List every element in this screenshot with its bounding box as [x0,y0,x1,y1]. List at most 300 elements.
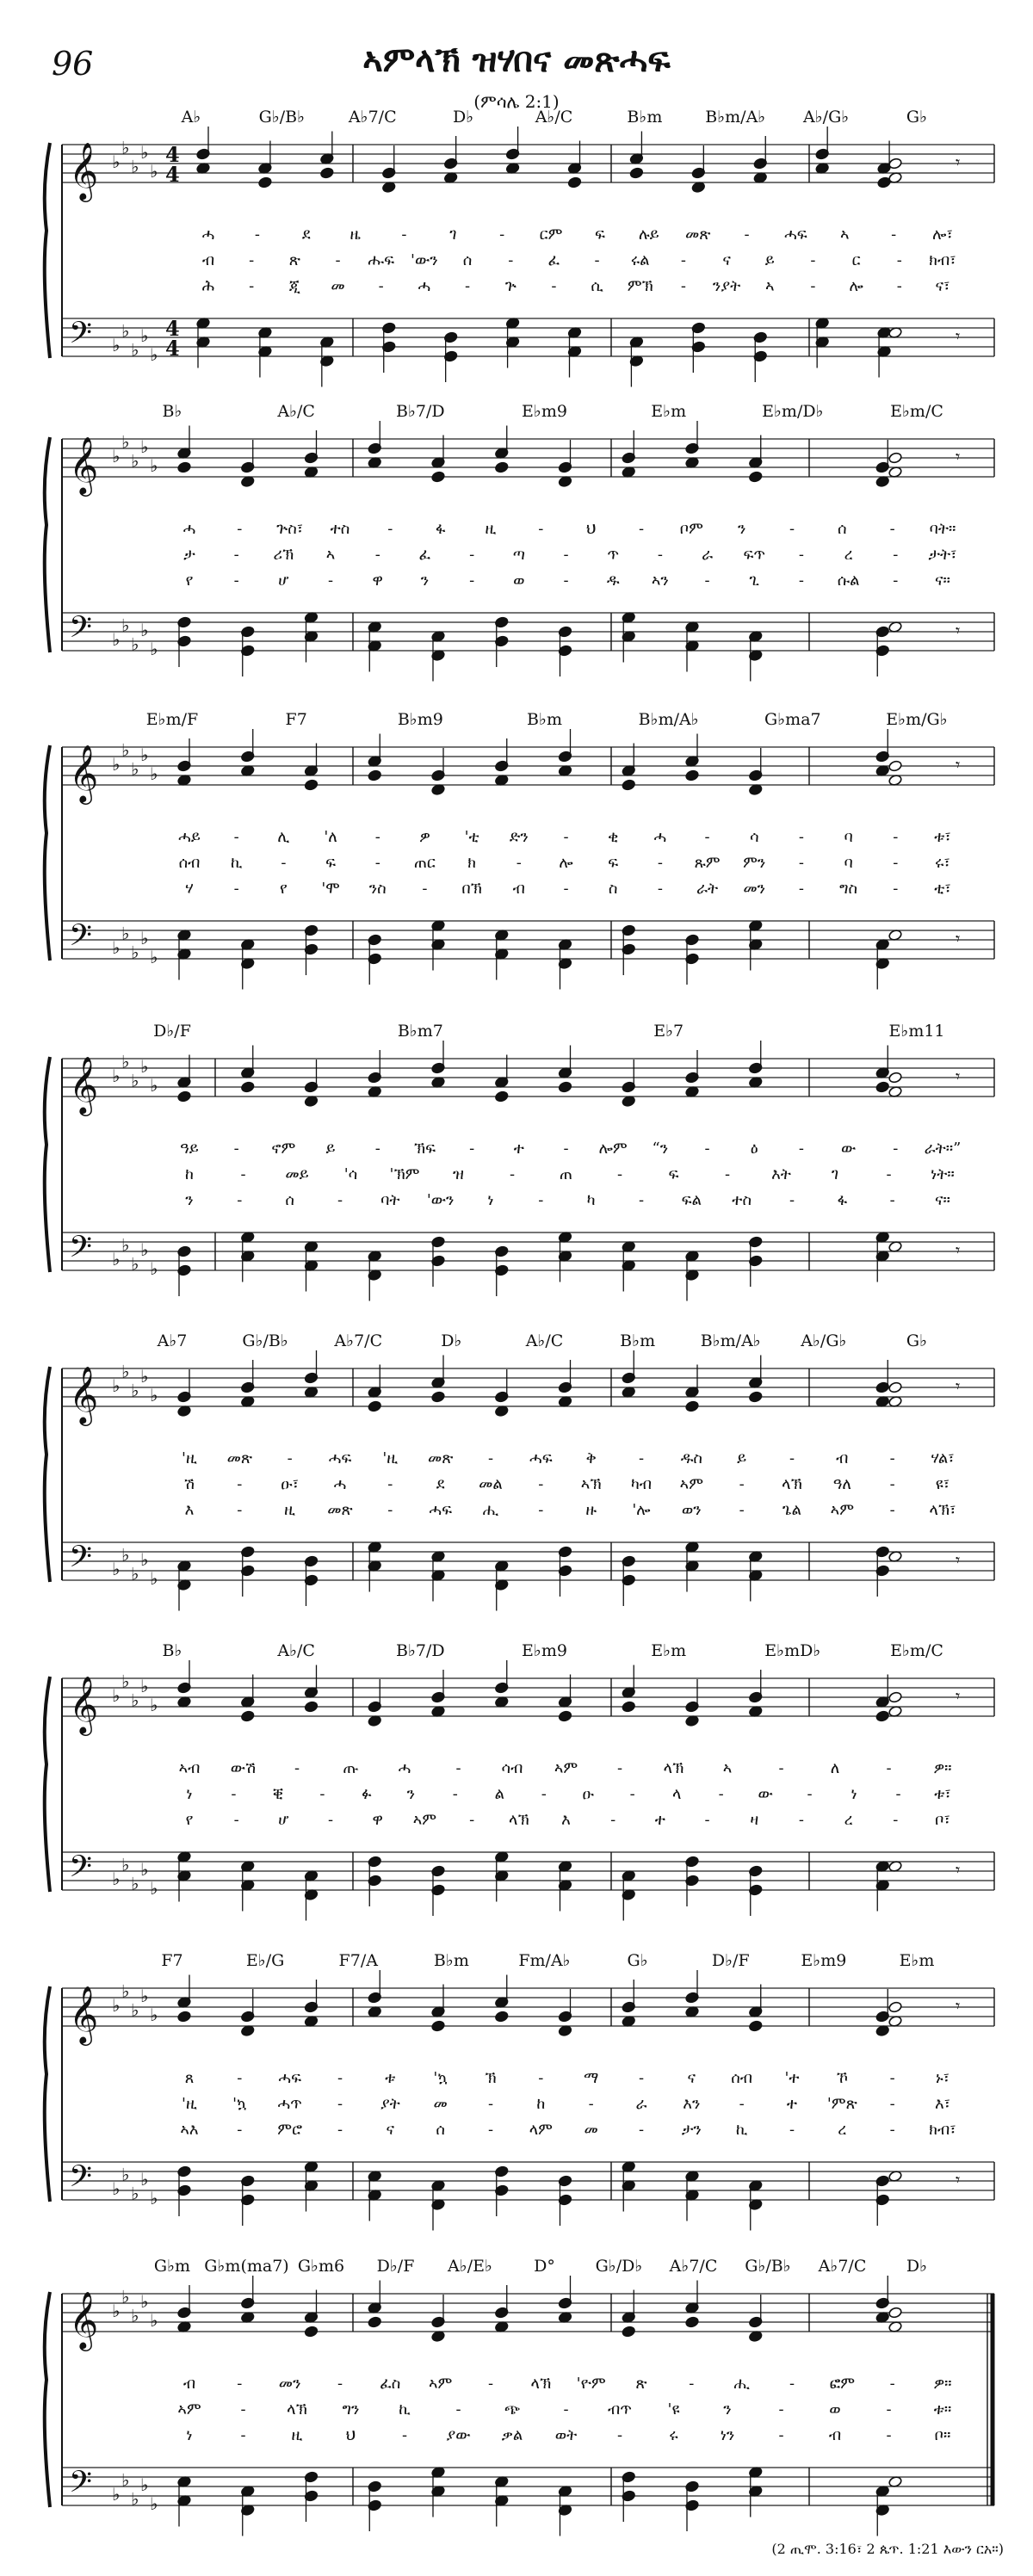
lyric-syllable: - [233,828,239,846]
lyric-syllable: እ [184,1501,195,1519]
lyric-syllable: - [337,2095,343,2113]
lyric-syllable: - [563,2400,569,2418]
lyric-syllable: - [452,1785,458,1803]
treble-half-note [888,1072,903,1084]
bass-clef-icon: 𝄢 [69,917,93,960]
chord-symbol: E♭mD♭ [764,1641,821,1660]
lyric-syllable: - [508,251,514,269]
chord-symbol: G♭m6 [297,2257,345,2276]
lyric-syllable: - [889,2095,895,2113]
lyric-syllable: - [588,2095,594,2113]
lyric-syllable: ፈ [547,251,560,269]
lyric-syllable: ቦም [679,520,703,538]
lyric-syllable: ራ [702,546,714,564]
treble-key-flat: ♭ [131,1690,139,1711]
lyric-syllable: - [638,520,645,538]
lyric-syllable: - [233,571,239,590]
lyric-syllable: ንያት [712,277,741,295]
lyric-syllable: - [401,225,407,244]
lyric-syllable: ተ [786,2095,798,2113]
chord-symbol: E♭m9 [801,1951,847,1970]
chord-symbol: F7/A [338,1951,378,1970]
system-4 [45,1022,994,1301]
lyric-syllable: - [798,571,804,590]
lyric-syllable: - [704,571,710,590]
lyric-syllable: ፋ [837,1191,848,1209]
chord-symbol: D♭ [453,108,474,127]
lyric-syllable: - [487,2121,494,2139]
lyric-syllable: ኾ [836,2069,848,2087]
treble-key-flat: ♭ [150,763,158,784]
lyric-syllable: - [240,1165,246,1183]
lyric-syllable: ብጥ [608,2400,632,2418]
bass-key-flat: ♭ [150,1258,158,1279]
lyric-syllable: 'ዚ [382,1449,399,1467]
lyric-syllable: ኑ፣ [935,2069,950,2087]
treble-key-flat: ♭ [121,431,130,453]
chord-symbol: E♭m/C [890,402,943,421]
lyric-syllable: ኣ [325,546,336,564]
treble-note-head [685,769,700,781]
chord-symbol: A♭7/C [334,1331,383,1350]
chord-symbol: B♭m [627,108,663,127]
lyric-syllable: - [744,225,750,244]
lyric-syllable: - [889,2375,895,2393]
treble-key-flat: ♭ [140,1986,149,2006]
lyric-syllable: ሆ [278,1811,289,1829]
chord-symbol: B♭ [162,402,182,421]
treble-note-head [875,1081,890,1093]
bass-clef-icon: 𝄢 [69,1229,93,1271]
lyric-syllable: ራ [635,2095,647,2113]
lyric-syllable: ረ [844,546,853,564]
treble-note-head [567,176,582,188]
lyric-syllable: - [469,546,475,564]
lyric-syllable: ጕ [504,277,516,295]
treble-key-flat: ♭ [140,1056,149,1077]
lyric-syllable: 'ተ [784,2069,800,2087]
treble-key-flat: ♭ [140,1676,149,1696]
bass-key-flat: ♭ [131,2488,139,2510]
lyric-syllable: ይ [737,1449,747,1467]
lyric-syllable: - [893,854,899,872]
lyric-syllable: ቲ፣ [934,880,951,898]
system-brace [45,1986,50,2202]
chord-symbol: B♭m7 [397,1022,443,1041]
lyric-syllable: - [335,251,341,269]
chord-symbol: B♭m9 [397,710,443,729]
lyric-syllable: - [563,1140,569,1158]
lyric-syllable: - [893,1811,899,1829]
chord-symbol: E♭m/F [145,710,199,729]
chord-symbol: A♭7/C [669,2257,718,2276]
lyric-syllable: - [469,571,475,590]
treble-key-flat: ♭ [150,2310,158,2331]
bass-key-flat: ♭ [140,1859,149,1880]
chord-symbol: E♭m [651,1641,687,1660]
lyric-syllable: - [240,2426,246,2444]
lyric-syllable: ሕ [201,277,215,295]
bass-clef-icon: 𝄢 [69,609,93,652]
chord-symbol: F7 [161,1951,183,1970]
treble-key-flat: ♭ [140,1366,149,1387]
lyric-syllable: ነ [186,1785,193,1803]
lyric-syllable: ኣም [554,1759,578,1777]
lyric-syllable: - [889,1501,895,1519]
lyric-syllable: - [455,2400,461,2418]
lyric-syllable: - [889,1475,895,1493]
lyric-syllable: በኽ [461,880,482,898]
lyric-syllable: - [657,546,663,564]
lyric-syllable: - [538,1501,544,1519]
lyric-syllable: ታ [183,546,195,564]
chord-symbol: B♭m [433,1951,469,1970]
chord-symbol: B♭7/D [396,1641,445,1660]
lyric-syllable: - [538,1191,544,1209]
lyric-syllable: - [889,2069,895,2087]
lyric-syllable: ሃ [185,880,194,898]
treble-note-head [622,779,636,791]
treble-note-head [748,1391,763,1403]
lyric-syllable: - [516,854,522,872]
lyric-syllable: ፎም [829,2375,856,2393]
chord-symbol: E♭m [899,1951,935,1970]
treble-half-note [888,452,903,464]
lyric-syllable: ዕ [750,1140,758,1158]
chord-symbol: G♭m(ma7) [204,2257,289,2276]
chord-symbol: A♭ [181,108,201,127]
lyric-syllable: - [254,225,260,244]
lyric-syllable: ው [758,1785,773,1803]
lyric-syllable: 'ዮም [576,2375,606,2393]
bass-key-flat: ♭ [150,947,158,967]
lyric-syllable: - [378,277,384,295]
lyric-syllable: - [680,277,686,295]
treble-note-head [368,2316,382,2328]
lyric-syllable: ረ [844,1811,853,1829]
lyric-syllable: ይ [764,251,775,269]
lyric-syllable: ኣ [839,225,850,244]
lyric-syllable: - [594,251,600,269]
treble-key-flat: ♭ [112,1066,121,1086]
chord-symbol: B♭m/A♭ [700,1331,761,1350]
lyric-syllable: ኣኽ [580,1475,602,1493]
chord-symbol: A♭/G♭ [803,108,850,127]
lyric-syllable: ነ [186,2426,193,2444]
lyric-syllable: - [893,880,899,898]
treble-note-head [304,2326,319,2338]
lyric-syllable: - [807,1785,813,1803]
lyric-syllable: ወ [513,571,525,590]
lyric-syllable: - [886,1759,892,1777]
lyric-syllable: ታን [681,2121,702,2139]
chord-symbol: A♭7/C [348,108,397,127]
treble-key-flat: ♭ [131,156,139,177]
lyric-syllable: ን [406,1785,416,1803]
lyric-syllable: ላኽ [663,1759,684,1777]
bass-key-flat: ♭ [150,1568,158,1589]
treble-note-head [494,461,509,473]
lyric-syllable: ረ [838,2121,847,2139]
treble-key-flat: ♭ [150,2005,158,2025]
lyric-syllable: ፍ [325,854,337,872]
lyric-syllable: - [240,2400,246,2418]
lyric-syllable: - [563,828,569,846]
lyric-syllable: - [469,1140,475,1158]
treble-note-head [258,176,273,188]
lyric-syllable: ኣም [428,2375,453,2393]
bass-key-flat: ♭ [131,339,139,361]
footnote-references: (2 ጢሞ. 3:16፣ 2 ጴጥ. 1:21 እውን ርአ።) [771,2541,1004,2557]
lyric-syllable: መን [278,2375,301,2393]
chord-symbol: E♭m11 [888,1022,945,1041]
chord-symbol: A♭7/C [818,2257,867,2276]
lyric-syllable: ቦ፣ [935,1811,950,1829]
lyric-syllable: ላኽ [508,1811,529,1829]
lyric-syllable: ር [851,251,861,269]
lyric-syllable: 'ኽም [389,1165,420,1183]
lyric-syllable: ጥ [607,546,620,564]
chord-symbol: G♭ [906,1331,928,1350]
chord-symbol: A♭/C [277,1641,315,1660]
lyric-syllable: ው [840,1140,857,1158]
bass-key-flat: ♭ [150,344,158,365]
lyric-syllable: ከ [185,1165,194,1183]
lyric-syllable: ፍ [608,854,619,872]
lyric-syllable: ኣእ [180,2121,199,2139]
lyric-syllable: - [233,1811,239,1829]
chord-symbol: B♭m [620,1331,656,1350]
lyric-syllable: ብ [182,2375,196,2393]
lyric-syllable: ዱ [606,571,620,590]
chord-symbol: B♭m [527,710,562,729]
lyric-syllable: ሰብ [731,2069,753,2087]
treble-note-head [368,1400,382,1412]
lyric-syllable: - [778,1759,784,1777]
lyric-syllable: 'ውን [426,1191,455,1209]
lyric-syllable: - [798,880,804,898]
treble-note-head [685,1400,700,1412]
lyric-syllable: - [798,828,804,846]
bass-key-flat: ♭ [121,1544,130,1566]
lyric-syllable: ጠር [413,854,436,872]
lyric-syllable: ተ [513,1140,524,1158]
lyric-syllable: - [294,1759,300,1777]
lyric-syllable: ዎ [419,828,430,846]
lyric-syllable: - [778,2400,784,2418]
lyric-syllable: ምሮ [277,2121,303,2139]
treble-key-flat: ♭ [121,1361,130,1382]
lyric-syllable: ሎ፣ [932,225,953,244]
lyric-syllable: - [789,2375,795,2393]
lyric-syllable: - [895,1785,901,1803]
lyric-syllable: መ [433,2095,448,2113]
lyric-syllable: ላኽ [530,2375,552,2393]
lyric-syllable: - [538,2069,544,2087]
system-brace [45,143,50,358]
lyric-syllable: - [638,2069,645,2087]
lyric-syllable: ሓ [333,1475,347,1493]
lyric-syllable: መን [743,880,766,898]
lyric-syllable: - [893,546,899,564]
bass-key-flat: ♭ [140,2474,149,2495]
treble-key-flat: ♭ [112,446,121,466]
lyric-syllable: መ [584,2121,598,2139]
chord-symbol: G♭/B♭ [242,1331,288,1350]
system-brace [45,745,50,961]
lyric-syllable: ዑ [582,1785,594,1803]
lyric-syllable: ኣን [651,571,669,590]
lyric-syllable: ያው [446,2426,471,2444]
lyric-syllable: ጡ [343,1759,359,1777]
lyric-syllable: ሓፍ [529,1449,553,1467]
lyric-syllable: - [889,1191,895,1209]
lyric-syllable: ጊ [749,571,760,590]
lyric-syllable: ዚ [485,520,497,538]
time-signature-top: 4 [165,142,180,167]
treble-note-head [304,779,319,791]
treble-note-head [177,2011,192,2023]
lyric-syllable: ኪ [399,2400,411,2418]
lyric-syllable: የ [279,880,288,898]
lyric-syllable: ሰ [838,520,847,538]
treble-key-flat: ♭ [131,2305,139,2326]
treble-note-head [875,1710,890,1722]
treble-key-flat: ♭ [121,1051,130,1072]
lyric-syllable: 'ዚ [182,1449,197,1467]
lyric-syllable: መ [331,277,345,295]
chord-symbol: D♭ [441,1331,462,1350]
lyric-syllable: ሒ [733,2375,750,2393]
lyric-syllable: ኣ [765,277,775,295]
chord-symbol: D♭/F [153,1022,191,1041]
lyric-syllable: ን [723,2400,732,2418]
lyric-syllable: ስ [608,880,618,898]
lyric-syllable: ራት [696,880,719,898]
bass-key-flat: ♭ [140,325,149,346]
chord-symbol: G♭/B♭ [258,108,306,127]
lyric-syllable: - [509,1165,516,1183]
lyric-syllable: - [487,2375,494,2393]
system-5 [45,1331,994,1611]
lyric-syllable: ክ [467,854,476,872]
chord-symbol: D° [534,2257,555,2276]
lyric-syllable: - [563,571,569,590]
bass-key-flat: ♭ [112,1559,121,1579]
lyric-syllable: ሓፍ [429,1501,452,1519]
lyric-syllable: ቱ [385,2069,396,2087]
chord-symbol: E♭7 [653,1022,684,1041]
lyric-syllable: - [374,854,380,872]
lyric-syllable: - [237,2069,243,2087]
eighth-rest-icon: 𝄾 [956,1375,961,1397]
treble-note-head [177,1090,192,1103]
lyric-syllable: - [237,2375,243,2393]
lyric-syllable: ፍል [681,1191,702,1209]
bass-key-flat: ♭ [121,2164,130,2185]
lyric-syllable: 'ውን [411,251,438,269]
lyric-syllable: ሓፍ [784,225,807,244]
chord-symbol: E♭m9 [522,1641,567,1660]
chord-symbol: A♭/C [525,1331,564,1350]
lyric-syllable: - [337,1191,343,1209]
bass-clef-icon: 𝄢 [69,315,93,357]
lyric-syllable: ሪኽ [273,546,294,564]
lyric-syllable: ቒ [272,1785,284,1803]
lyric-syllable: ሰ [462,251,473,269]
lyric-syllable: - [541,1785,547,1803]
lyric-syllable: ፉ [362,1785,372,1803]
treble-key-flat: ♭ [121,137,130,158]
lyric-syllable: - [616,1165,623,1183]
lyric-syllable: - [718,1785,724,1803]
bass-key-flat: ♭ [150,2188,158,2208]
treble-clef-icon: 𝄞 [69,1055,99,1114]
treble-note-head [622,2326,636,2338]
lyric-syllable: - [387,520,393,538]
bass-key-flat: ♭ [112,1869,121,1889]
chord-symbol: G♭ma7 [764,710,821,729]
chord-symbol: A♭/C [277,402,315,421]
lyric-syllable: ወ [829,2400,841,2418]
lyric-syllable: ዓይ [180,1140,199,1158]
treble-key-flat: ♭ [121,739,130,761]
lyric-syllable: ጽ [288,251,300,269]
lyric-syllable: የ [185,571,194,590]
lyric-syllable: ሓ [398,1759,411,1777]
lyric-syllable: - [886,2426,892,2444]
lyric-syllable: - [374,828,380,846]
lyric-syllable: ሑፍ [368,251,395,269]
lyric-syllable: ሳብ [501,1759,523,1777]
chord-symbol: G♭ [627,1951,648,1970]
lyric-syllable: - [638,1191,645,1209]
lyric-syllable: - [798,546,804,564]
lyric-syllable: - [739,1475,745,1493]
lyric-syllable: ባ [844,854,853,872]
lyric-syllable: ዑ፣ [281,1475,300,1493]
lyric-syllable: ህ [345,2426,356,2444]
lyric-syllable: ሩ [669,2426,678,2444]
treble-note-head [685,2316,700,2328]
treble-key-flat: ♭ [112,1995,121,2016]
lyric-syllable: - [328,571,334,590]
treble-key-flat: ♭ [131,758,139,780]
bass-key-flat: ♭ [121,615,130,636]
lyric-syllable: ኣም [830,1501,855,1519]
treble-note-head [304,1701,319,1713]
lyric-syllable: ገ [449,225,457,244]
treble-key-flat: ♭ [150,1385,158,1405]
lyric-syllable: ጭ [504,2400,521,2418]
lyric-syllable: - [455,1759,461,1777]
eighth-rest-icon: 𝄾 [956,446,961,467]
lyric-syllable: ፋ [435,520,446,538]
lyric-syllable: ውሽ [230,1759,257,1777]
lyric-syllable: - [810,251,816,269]
system-brace [45,437,50,652]
lyric-syllable: ሓፍ [328,1449,352,1467]
lyric-syllable: - [422,880,428,898]
lyric-syllable: ኣብ [178,1759,201,1777]
treble-note-head [748,471,763,483]
lyric-syllable: ቂ [608,828,619,846]
eighth-rest-icon: 𝄾 [956,1066,961,1087]
treble-clef-icon: 𝄞 [69,744,99,802]
lyric-syllable: ላኽ፣ [929,1501,956,1519]
bass-key-flat: ♭ [140,620,149,640]
treble-clef-icon: 𝄞 [69,1675,99,1733]
